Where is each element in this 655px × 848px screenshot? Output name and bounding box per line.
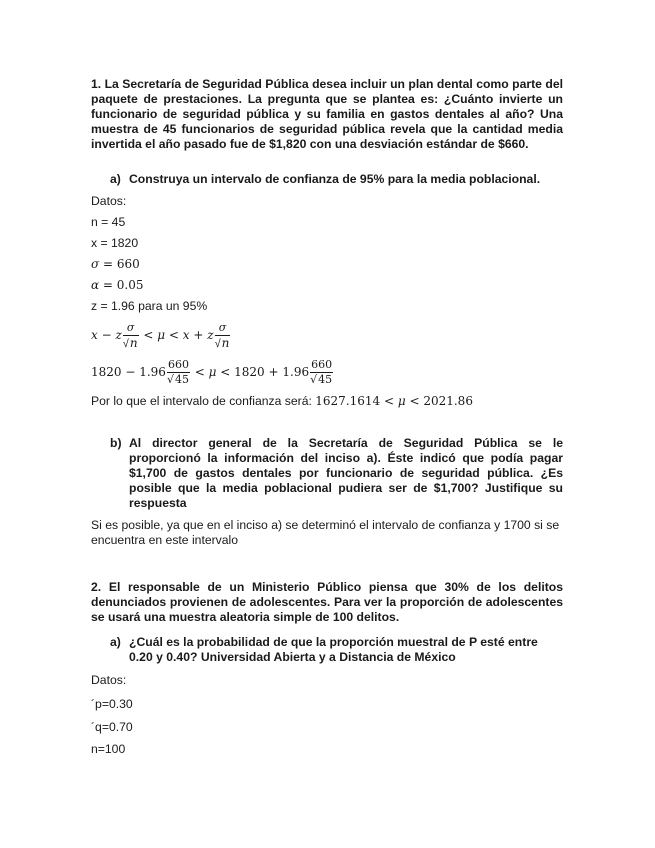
formula-mu: μ	[157, 328, 166, 342]
q2-p-value: ´p=0.30	[91, 697, 133, 711]
q1-a-label: a)	[110, 172, 121, 186]
q1-formula	[91, 318, 231, 352]
frac-num2: σ	[215, 321, 231, 336]
frac-num: σ	[123, 321, 139, 336]
q1-numeric-formula	[91, 355, 334, 389]
numeric-left: 1820 − 1.96	[91, 365, 166, 379]
q1-heading: 1. La Secretaría de Seguridad Pública desea incluir un plan dental como parte del paquete de prestaciones. La pregunta que se plantea es: ¿Cuánto invierte un funcionario de seguridad pública y su familia en gastos dentales al año? Una muestra de 45 funcionarios de seguridad pública revela que la cantidad media invertida el año pasado fue de $1,820 con una desviación estándar de $660.	[91, 77, 563, 151]
q1-item-a	[110, 172, 563, 187]
alpha-equals: = 0.05	[99, 278, 144, 292]
formula-x: x	[91, 328, 98, 342]
q2-a-label: a)	[110, 635, 121, 649]
formula-z: z	[115, 328, 122, 342]
formula-frac-left	[123, 321, 139, 351]
q1-sigma-value	[91, 257, 140, 272]
sigma-symbol: σ	[91, 257, 100, 271]
q1-result	[91, 394, 473, 409]
numeric-frac-left	[167, 358, 190, 387]
result-text: Por lo que el intervalo de confianza será:	[91, 394, 316, 408]
q2-n-value: n=100	[91, 742, 126, 756]
sqrt-sign2: √n	[214, 335, 230, 350]
q2-q-value: ´q=0.70	[91, 720, 133, 734]
numeric-mu: μ	[208, 365, 217, 379]
numeric-num2: 660	[311, 358, 333, 372]
frac-den: n	[129, 335, 138, 350]
numeric-frac-right	[310, 358, 333, 387]
q1-b-text: Al director general de la Secretaría de Seguridad Pública se le proporcionó la información del inciso a). Éste indicó que podía pagar $1,700 de gastos dentales por funcionario de seguridad pública. ¿Es posible que la media poblacional pudiera ser de $1,700? Justifique su respuesta	[129, 436, 563, 510]
result-low: 1627.1614 <	[315, 394, 398, 408]
q2-a-text: ¿Cuál es la probabilidad de que la proporción muestral de P esté entre 0.20 y 0.40? Universidad Abierta y a Distancia de México	[129, 635, 538, 664]
q1-z-value: z = 1.96 para un 95%	[91, 299, 208, 313]
result-mu: μ	[397, 394, 406, 408]
numeric-sqrt2: √45	[310, 373, 333, 387]
numeric-lt: <	[190, 365, 209, 379]
formula-plus: +	[189, 328, 208, 342]
formula-minus: −	[97, 328, 116, 342]
numeric-sqrt: √45	[166, 373, 189, 387]
formula-lt2: <	[165, 328, 183, 342]
numeric-right: < 1820 + 1.96	[216, 365, 310, 379]
q2-datos-label: Datos:	[91, 673, 127, 687]
formula-frac-right	[215, 321, 231, 351]
q2-item-a	[110, 635, 563, 665]
q1-item-b	[110, 436, 563, 511]
numeric-den2: 45	[318, 373, 333, 387]
q1-x-value: x = 1820	[91, 236, 139, 250]
q1-n-value: n = 45	[91, 215, 126, 229]
alpha-symbol: α	[91, 278, 100, 292]
q1-alpha-value	[91, 278, 144, 293]
q1-b-label: b)	[110, 436, 122, 450]
numeric-num: 660	[167, 358, 189, 372]
formula-x2: x	[182, 328, 190, 342]
result-high: < 2021.86	[405, 394, 473, 408]
numeric-den: 45	[174, 373, 189, 387]
q2-heading: 2. El responsable de un Ministerio Público piensa que 30% de los delitos denunciados provienen de adolescentes. Para ver la proporción de adolescentes se usará una muestra aleatoria simple de 100 delitos.	[91, 580, 563, 624]
formula-z2: z	[207, 328, 214, 342]
sigma-equals: = 660	[99, 257, 140, 271]
formula-lt: <	[139, 328, 158, 342]
q1-b-answer: Si es posible, ya que en el inciso a) se determinó el intervalo de confianza y 1700 si se encuentra en este intervalo	[91, 518, 560, 547]
frac-den2: n	[221, 335, 230, 350]
q1-datos-label: Datos:	[91, 194, 127, 208]
q1-a-text: Construya un intervalo de confianza de 95% para la media poblacional.	[129, 172, 541, 186]
sqrt-sign: √n	[122, 335, 138, 350]
